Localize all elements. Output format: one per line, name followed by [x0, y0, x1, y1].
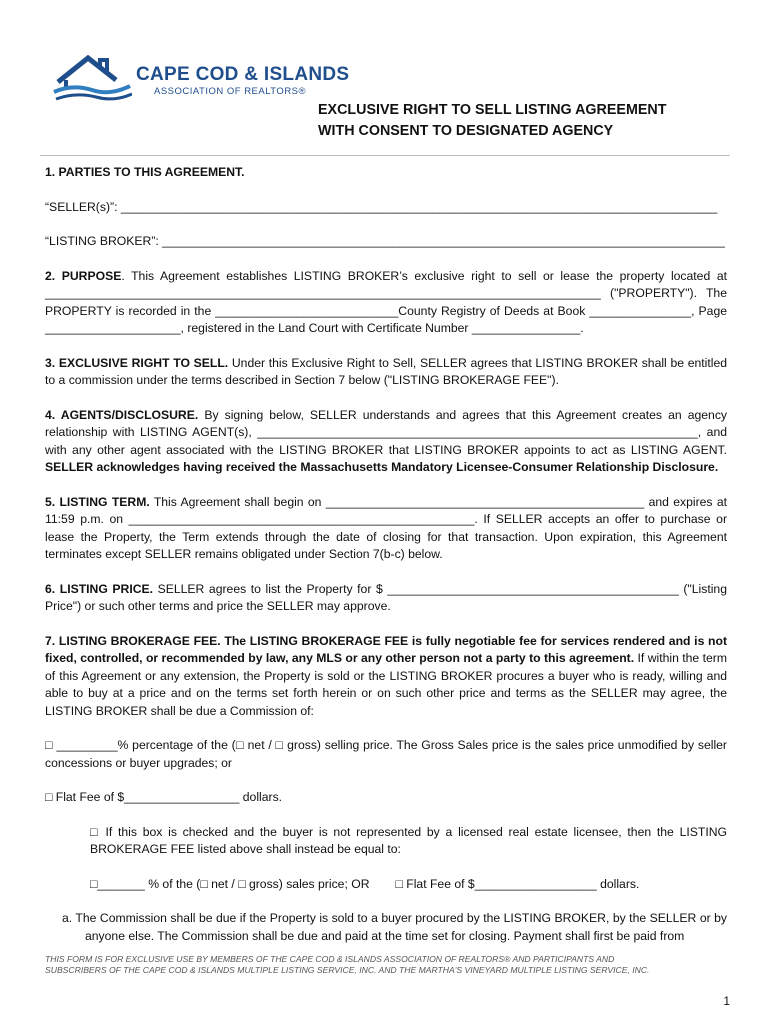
- section-2-heading: 2. PURPOSE: [45, 268, 122, 283]
- section-6-listing-price: [45, 581, 727, 616]
- section-5-text: This Agreement shall begin on _______________________________________________ and expires at 11:59 p.m. on ___________________________________________________. If SELLER accepts an offer to purchase or lease the Property, the Term extends through the date of closing for that transaction. Upon expiration, this Agreement terminates except SELLER remains obligated under Section 7(b-c) below.: [45, 494, 727, 561]
- logo-subtitle: ASSOCIATION OF REALTORS®: [154, 86, 307, 97]
- section-4-disclosure: SELLER acknowledges having received the Massachusetts Mandatory Licensee-Consumer Relationship Disclosure.: [45, 460, 719, 474]
- association-logo: [52, 54, 350, 104]
- unrepresented-percentage-option: □_______ % of the (□ net / □ gross) sales price; OR: [90, 876, 370, 891]
- listing-broker-field: “LISTING BROKER”: ___________________________________________________________________________________: [45, 234, 725, 248]
- title-line-1: EXCLUSIVE RIGHT TO SELL LISTING AGREEMENT: [318, 102, 667, 118]
- section-3-text: Under this Exclusive Right to Sell, SELLER agrees that LISTING BROKER shall be entitled to a commission under the terms described in Section 7 below ("LISTING BROKERAGE FEE").: [45, 355, 728, 387]
- agreement-body: [45, 164, 727, 962]
- form-footer: [45, 954, 745, 976]
- section-3-heading: 3. EXCLUSIVE RIGHT TO SELL.: [45, 355, 229, 370]
- footer-line-1: THIS FORM IS FOR EXCLUSIVE USE BY MEMBERS OF THE CAPE COD & ISLANDS ASSOCIATION OF REALTORS® AND PARTICIPANTS AND: [45, 954, 615, 964]
- section-4-agents: [45, 407, 727, 477]
- document-title: [318, 100, 666, 142]
- section-5-listing-term: [45, 494, 727, 564]
- section-7-brokerage-fee: [45, 633, 727, 721]
- commission-flat-fee-option: □ Flat Fee of $_________________ dollars.: [45, 790, 283, 804]
- title-line-2: WITH CONSENT TO DESIGNATED AGENCY: [318, 123, 614, 139]
- section-2-purpose: [45, 268, 727, 338]
- section-3-exclusive-right: [45, 355, 727, 390]
- seller-field: “SELLER(s)”: ________________________________________________________________________________________: [45, 199, 718, 214]
- logo-title: CAPE COD & ISLANDS: [136, 64, 350, 85]
- section-7-bold: . The LISTING BROKERAGE FEE is fully negotiable fee for services rendered and is not fixed, controlled, or recommended by law, any MLS or any other person not a party to this agreement.: [45, 633, 727, 665]
- unrepresented-buyer-fee-row: [45, 876, 727, 894]
- section-6-heading: 6. LISTING PRICE.: [45, 581, 154, 596]
- section-2-text: . This Agreement establishes LISTING BROKER’s exclusive right to sell or lease the property located at __________________________________________________________________________________ ("PROPERTY"). The PROPERTY is recorded in the ___________________________County Registry of Deeds at Book _______________, Page ____________________, registered in the Land Court with Certificate Number ________________.: [45, 268, 727, 335]
- header-divider: [40, 155, 730, 156]
- unrepresented-flat-fee-option: □ Flat Fee of $__________________ dollars.: [395, 876, 640, 891]
- section-6-text: SELLER agrees to list the Property for $ ___________________________________________ ("Listing Price") or such other terms and price the SELLER may approve.: [45, 581, 727, 613]
- section-7-heading: 7. LISTING BROKERAGE FEE: [45, 633, 218, 648]
- house-wave-icon: [52, 54, 132, 104]
- unrepresented-buyer-option: □ If this box is checked and the buyer is not represented by a licensed real estate licensee, then the LISTING BROKERAGE FEE listed above shall instead be equal to:: [90, 824, 727, 856]
- section-7-text: If within the term of this Agreement or any extension, the Property is sold or the LISTING BROKER procures a buyer who is ready, willing and able to buy at a price and on the terms set forth herein or on such other price and terms as the SELLER may agree, the LISTING BROKER shall be due a Commission of:: [45, 651, 727, 718]
- footer-line-2: SUBSCRIBERS OF THE CAPE COD & ISLANDS MULTIPLE LISTING SERVICE, INC. AND THE MARTHA'S VINEYARD MULTIPLE LISTING SERVICE, INC.: [45, 965, 650, 975]
- commission-item-a: a. The Commission shall be due if the Property is sold to a buyer procured by the LISTING BROKER, by the SELLER or by anyone else. The Commission shall be due and paid at the time set for closing. Payment shall first be paid from: [62, 911, 727, 943]
- page-number: 1: [723, 994, 730, 1008]
- section-1-heading: 1. PARTIES TO THIS AGREEMENT.: [45, 165, 245, 179]
- section-4-text: By signing below, SELLER understands and agrees that this Agreement creates an agency relationship with LISTING AGENT(s), _________________________________________________________________, and with any other agent associated with the LISTING BROKER that LISTING BROKER appoints to act as LISTING AGENT.: [45, 407, 728, 457]
- commission-percentage-option: □ _________% percentage of the (□ net / □ gross) selling price. The Gross Sales price is the sales price unmodified by seller concessions or buyer upgrades; or: [45, 738, 727, 770]
- section-5-heading: 5. LISTING TERM.: [45, 494, 150, 509]
- section-4-heading: 4. AGENTS/DISCLOSURE.: [45, 407, 199, 422]
